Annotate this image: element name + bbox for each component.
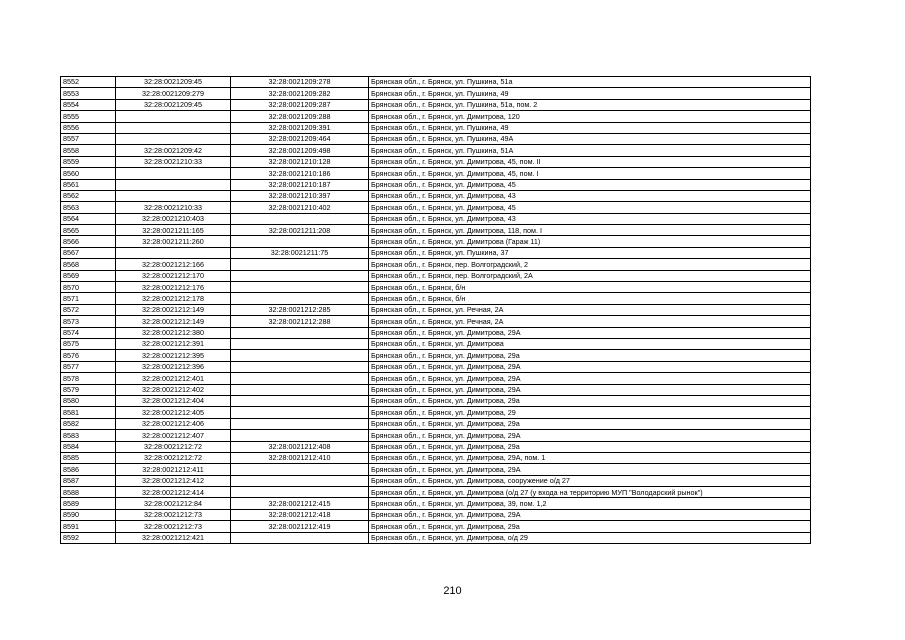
cadastral-number-cell: 32:28:0021209:279 (116, 88, 231, 99)
cadastral-number-2-cell: 32:28:0021212:419 (231, 521, 369, 532)
cadastral-number-cell: 32:28:0021212:170 (116, 270, 231, 281)
row-number-cell: 8579 (61, 384, 116, 395)
table-row (61, 247, 811, 258)
row-number-cell: 8582 (61, 418, 116, 429)
page-number: 210 (443, 585, 462, 597)
table-row (61, 133, 811, 144)
cadastral-number-cell: 32:28:0021212:405 (116, 407, 231, 418)
table-row (61, 77, 811, 88)
row-number-cell: 8557 (61, 133, 116, 144)
address-cell: Брянская обл., г. Брянск, ул. Димитрова, сооружение о/д 27 (369, 475, 811, 486)
address-cell: Брянская обл., г. Брянск, ул. Димитрова, 29 (369, 407, 811, 418)
address-cell: Брянская обл., г. Брянск, б/н (369, 282, 811, 293)
cadastral-number-cell: 32:28:0021212:412 (116, 475, 231, 486)
cadastral-number-cell: 32:28:0021212:414 (116, 487, 231, 498)
address-cell: Брянская обл., г. Брянск, ул. Димитрова, о/д 29 (369, 532, 811, 543)
address-cell: Брянская обл., г. Брянск, ул. Пушкина, 49 (369, 88, 811, 99)
row-number-cell: 8573 (61, 316, 116, 327)
table-row (61, 452, 811, 463)
cadastral-number-cell: 32:28:0021212:401 (116, 373, 231, 384)
row-number-cell: 8570 (61, 282, 116, 293)
address-cell: Брянская обл., г. Брянск, ул. Пушкина, 51а, пом. 2 (369, 99, 811, 110)
address-cell: Брянская обл., г. Брянск, ул. Димитрова (Гараж 11) (369, 236, 811, 247)
table-row (61, 293, 811, 304)
cadastral-number-2-cell: 32:28:0021210:187 (231, 179, 369, 190)
table-row (61, 190, 811, 201)
row-number-cell: 8584 (61, 441, 116, 452)
row-number-cell: 8569 (61, 270, 116, 281)
row-number-cell: 8591 (61, 521, 116, 532)
cadastral-number-2-cell (231, 487, 369, 498)
table-row (61, 361, 811, 372)
table-row (61, 145, 811, 156)
cadastral-number-2-cell (231, 464, 369, 475)
cadastral-number-2-cell: 32:28:0021211:208 (231, 225, 369, 236)
cadastral-number-cell: 32:28:0021212:421 (116, 532, 231, 543)
cadastral-number-cell: 32:28:0021212:72 (116, 441, 231, 452)
cadastral-number-2-cell (231, 259, 369, 270)
address-cell: Брянская обл., г. Брянск, ул. Димитрова, 120 (369, 111, 811, 122)
cadastral-number-2-cell (231, 327, 369, 338)
cadastral-number-cell (116, 247, 231, 258)
row-number-cell: 8565 (61, 225, 116, 236)
cadastral-number-cell: 32:28:0021212:73 (116, 509, 231, 520)
cadastral-number-cell: 32:28:0021209:45 (116, 77, 231, 88)
cadastral-number-cell (116, 190, 231, 201)
cadastral-number-cell: 32:28:0021211:165 (116, 225, 231, 236)
cadastral-number-cell: 32:28:0021210:33 (116, 202, 231, 213)
row-number-cell: 8574 (61, 327, 116, 338)
table-row (61, 350, 811, 361)
address-cell: Брянская обл., г. Брянск, ул. Речная, 2А (369, 304, 811, 315)
address-cell: Брянская обл., г. Брянск, б/н (369, 293, 811, 304)
cadastral-number-cell: 32:28:0021212:72 (116, 452, 231, 463)
property-registry-table (60, 76, 811, 544)
cadastral-number-2-cell: 32:28:0021210:128 (231, 156, 369, 167)
cadastral-number-cell: 32:28:0021212:396 (116, 361, 231, 372)
row-number-cell: 8587 (61, 475, 116, 486)
table-row (61, 168, 811, 179)
address-cell: Брянская обл., г. Брянск, ул. Пушкина, 51А (369, 145, 811, 156)
cadastral-number-cell: 32:28:0021212:391 (116, 338, 231, 349)
cadastral-number-2-cell (231, 350, 369, 361)
row-number-cell: 8553 (61, 88, 116, 99)
row-number-cell: 8586 (61, 464, 116, 475)
table-row (61, 304, 811, 315)
cadastral-number-2-cell: 32:28:0021212:408 (231, 441, 369, 452)
table-row (61, 316, 811, 327)
cadastral-number-cell (116, 179, 231, 190)
table-row (61, 407, 811, 418)
address-cell: Брянская обл., г. Брянск, ул. Димитрова, 43 (369, 190, 811, 201)
cadastral-number-cell: 32:28:0021212:149 (116, 304, 231, 315)
cadastral-number-2-cell: 32:28:0021209:391 (231, 122, 369, 133)
row-number-cell: 8563 (61, 202, 116, 213)
cadastral-number-2-cell (231, 236, 369, 247)
address-cell: Брянская обл., г. Брянск, ул. Димитрова, 29А (369, 430, 811, 441)
cadastral-number-2-cell: 32:28:0021212:410 (231, 452, 369, 463)
address-cell: Брянская обл., г. Брянск, ул. Димитрова, 43 (369, 213, 811, 224)
row-number-cell: 8556 (61, 122, 116, 133)
row-number-cell: 8581 (61, 407, 116, 418)
table-row (61, 259, 811, 270)
row-number-cell: 8566 (61, 236, 116, 247)
table-row (61, 521, 811, 532)
table-row (61, 532, 811, 543)
address-cell: Брянская обл., г. Брянск, ул. Димитрова, 29А (369, 327, 811, 338)
table-row (61, 373, 811, 384)
address-cell: Брянская обл., г. Брянск, ул. Димитрова, 29А (369, 361, 811, 372)
table-row (61, 236, 811, 247)
cadastral-number-2-cell (231, 373, 369, 384)
cadastral-number-2-cell: 32:28:0021209:498 (231, 145, 369, 156)
row-number-cell: 8555 (61, 111, 116, 122)
cadastral-number-2-cell: 32:28:0021209:282 (231, 88, 369, 99)
cadastral-number-cell: 32:28:0021210:403 (116, 213, 231, 224)
row-number-cell: 8554 (61, 99, 116, 110)
address-cell: Брянская обл., г. Брянск, ул. Димитрова, 39, пом. 1,2 (369, 498, 811, 509)
cadastral-number-2-cell (231, 384, 369, 395)
cadastral-number-cell: 32:28:0021212:402 (116, 384, 231, 395)
row-number-cell: 8575 (61, 338, 116, 349)
cadastral-number-cell: 32:28:0021211:260 (116, 236, 231, 247)
address-cell: Брянская обл., г. Брянск, ул. Димитрова, 118, пом. I (369, 225, 811, 236)
cadastral-number-2-cell: 32:28:0021212:418 (231, 509, 369, 520)
address-cell: Брянская обл., г. Брянск, ул. Речная, 2А (369, 316, 811, 327)
row-number-cell: 8572 (61, 304, 116, 315)
cadastral-number-2-cell (231, 395, 369, 406)
row-number-cell: 8580 (61, 395, 116, 406)
address-cell: Брянская обл., г. Брянск, ул. Пушкина, 49 (369, 122, 811, 133)
cadastral-number-cell: 32:28:0021212:166 (116, 259, 231, 270)
cadastral-number-2-cell: 32:28:0021210:402 (231, 202, 369, 213)
table-row (61, 384, 811, 395)
address-cell: Брянская обл., г. Брянск, ул. Пушкина, 51а (369, 77, 811, 88)
table-row (61, 122, 811, 133)
cadastral-number-cell: 32:28:0021212:176 (116, 282, 231, 293)
address-cell: Брянская обл., г. Брянск, ул. Димитрова, 29а (369, 521, 811, 532)
cadastral-number-cell: 32:28:0021209:45 (116, 99, 231, 110)
table-row (61, 327, 811, 338)
table-row (61, 202, 811, 213)
row-number-cell: 8589 (61, 498, 116, 509)
table-row (61, 213, 811, 224)
row-number-cell: 8560 (61, 168, 116, 179)
address-cell: Брянская обл., г. Брянск, пер. Волгоградский, 2А (369, 270, 811, 281)
address-cell: Брянская обл., г. Брянск, ул. Пушкина, 49А (369, 133, 811, 144)
cadastral-number-2-cell: 32:28:0021211:75 (231, 247, 369, 258)
cadastral-number-2-cell (231, 532, 369, 543)
cadastral-number-cell: 32:28:0021212:73 (116, 521, 231, 532)
cadastral-number-cell: 32:28:0021212:178 (116, 293, 231, 304)
cadastral-number-cell: 32:28:0021212:411 (116, 464, 231, 475)
cadastral-number-2-cell: 32:28:0021212:285 (231, 304, 369, 315)
row-number-cell: 8567 (61, 247, 116, 258)
cadastral-number-2-cell: 32:28:0021212:415 (231, 498, 369, 509)
row-number-cell: 8592 (61, 532, 116, 543)
table-row (61, 88, 811, 99)
table-row (61, 179, 811, 190)
cadastral-number-cell: 32:28:0021212:404 (116, 395, 231, 406)
table-row (61, 498, 811, 509)
table-row (61, 487, 811, 498)
cadastral-number-cell: 32:28:0021212:84 (116, 498, 231, 509)
row-number-cell: 8585 (61, 452, 116, 463)
cadastral-number-2-cell (231, 338, 369, 349)
address-cell: Брянская обл., г. Брянск, ул. Димитрова, 29а (369, 350, 811, 361)
cadastral-number-2-cell: 32:28:0021209:288 (231, 111, 369, 122)
address-cell: Брянская обл., г. Брянск, ул. Димитрова, 29А (369, 373, 811, 384)
address-cell: Брянская обл., г. Брянск, ул. Димитрова, 45 (369, 202, 811, 213)
cadastral-number-cell: 32:28:0021212:380 (116, 327, 231, 338)
table-row (61, 270, 811, 281)
table-row (61, 418, 811, 429)
row-number-cell: 8558 (61, 145, 116, 156)
address-cell: Брянская обл., г. Брянск, ул. Димитрова, 29А (369, 509, 811, 520)
cadastral-number-2-cell (231, 430, 369, 441)
table-row (61, 464, 811, 475)
cadastral-number-cell (116, 111, 231, 122)
row-number-cell: 8561 (61, 179, 116, 190)
cadastral-number-2-cell: 32:28:0021209:464 (231, 133, 369, 144)
address-cell: Брянская обл., г. Брянск, ул. Димитрова, 45 (369, 179, 811, 190)
address-cell: Брянская обл., г. Брянск, ул. Димитрова, 29а (369, 395, 811, 406)
address-cell: Брянская обл., г. Брянск, ул. Димитрова (369, 338, 811, 349)
cadastral-number-cell (116, 133, 231, 144)
address-cell: Брянская обл., г. Брянск, пер. Волгоградский, 2 (369, 259, 811, 270)
cadastral-number-2-cell: 32:28:0021209:278 (231, 77, 369, 88)
cadastral-number-2-cell (231, 418, 369, 429)
cadastral-number-2-cell (231, 475, 369, 486)
cadastral-number-cell: 32:28:0021212:407 (116, 430, 231, 441)
row-number-cell: 8562 (61, 190, 116, 201)
cadastral-number-cell: 32:28:0021212:406 (116, 418, 231, 429)
row-number-cell: 8571 (61, 293, 116, 304)
cadastral-number-2-cell (231, 213, 369, 224)
cadastral-number-2-cell: 32:28:0021212:288 (231, 316, 369, 327)
cadastral-number-cell: 32:28:0021209:42 (116, 145, 231, 156)
table-row (61, 475, 811, 486)
address-cell: Брянская обл., г. Брянск, ул. Пушкина, 37 (369, 247, 811, 258)
cadastral-number-2-cell: 32:28:0021209:287 (231, 99, 369, 110)
address-cell: Брянская обл., г. Брянск, ул. Димитрова, 29А (369, 464, 811, 475)
table-row (61, 282, 811, 293)
cadastral-number-2-cell (231, 270, 369, 281)
table-row (61, 111, 811, 122)
row-number-cell: 8588 (61, 487, 116, 498)
address-cell: Брянская обл., г. Брянск, ул. Димитрова, 29А (369, 384, 811, 395)
row-number-cell: 8564 (61, 213, 116, 224)
address-cell: Брянская обл., г. Брянск, ул. Димитрова, 45, пом. I (369, 168, 811, 179)
cadastral-number-cell (116, 168, 231, 179)
cadastral-number-cell: 32:28:0021212:395 (116, 350, 231, 361)
cadastral-number-2-cell: 32:28:0021210:186 (231, 168, 369, 179)
address-cell: Брянская обл., г. Брянск, ул. Димитрова, 29а (369, 441, 811, 452)
cadastral-number-2-cell (231, 293, 369, 304)
cadastral-number-cell: 32:28:0021210:33 (116, 156, 231, 167)
cadastral-number-cell: 32:28:0021212:149 (116, 316, 231, 327)
address-cell: Брянская обл., г. Брянск, ул. Димитрова, 45, пом. II (369, 156, 811, 167)
cadastral-number-2-cell (231, 407, 369, 418)
cadastral-number-2-cell (231, 361, 369, 372)
cadastral-number-2-cell: 32:28:0021210:397 (231, 190, 369, 201)
table-row (61, 509, 811, 520)
address-cell: Брянская обл., г. Брянск, ул. Димитрова, 29а (369, 418, 811, 429)
row-number-cell: 8568 (61, 259, 116, 270)
table-row (61, 156, 811, 167)
table-row (61, 338, 811, 349)
address-cell: Брянская обл., г. Брянск, ул. Димитрова (о/д 27 (у входа на территорию МУП "Володарский рынок") (369, 487, 811, 498)
cadastral-number-cell (116, 122, 231, 133)
row-number-cell: 8583 (61, 430, 116, 441)
cadastral-number-2-cell (231, 282, 369, 293)
table-row (61, 441, 811, 452)
row-number-cell: 8590 (61, 509, 116, 520)
table-body (61, 77, 811, 544)
table-row (61, 430, 811, 441)
row-number-cell: 8577 (61, 361, 116, 372)
row-number-cell: 8578 (61, 373, 116, 384)
row-number-cell: 8576 (61, 350, 116, 361)
row-number-cell: 8559 (61, 156, 116, 167)
address-cell: Брянская обл., г. Брянск, ул. Димитрова, 29А, пом. 1 (369, 452, 811, 463)
row-number-cell: 8552 (61, 77, 116, 88)
table-row (61, 395, 811, 406)
table-row (61, 225, 811, 236)
table-row (61, 99, 811, 110)
